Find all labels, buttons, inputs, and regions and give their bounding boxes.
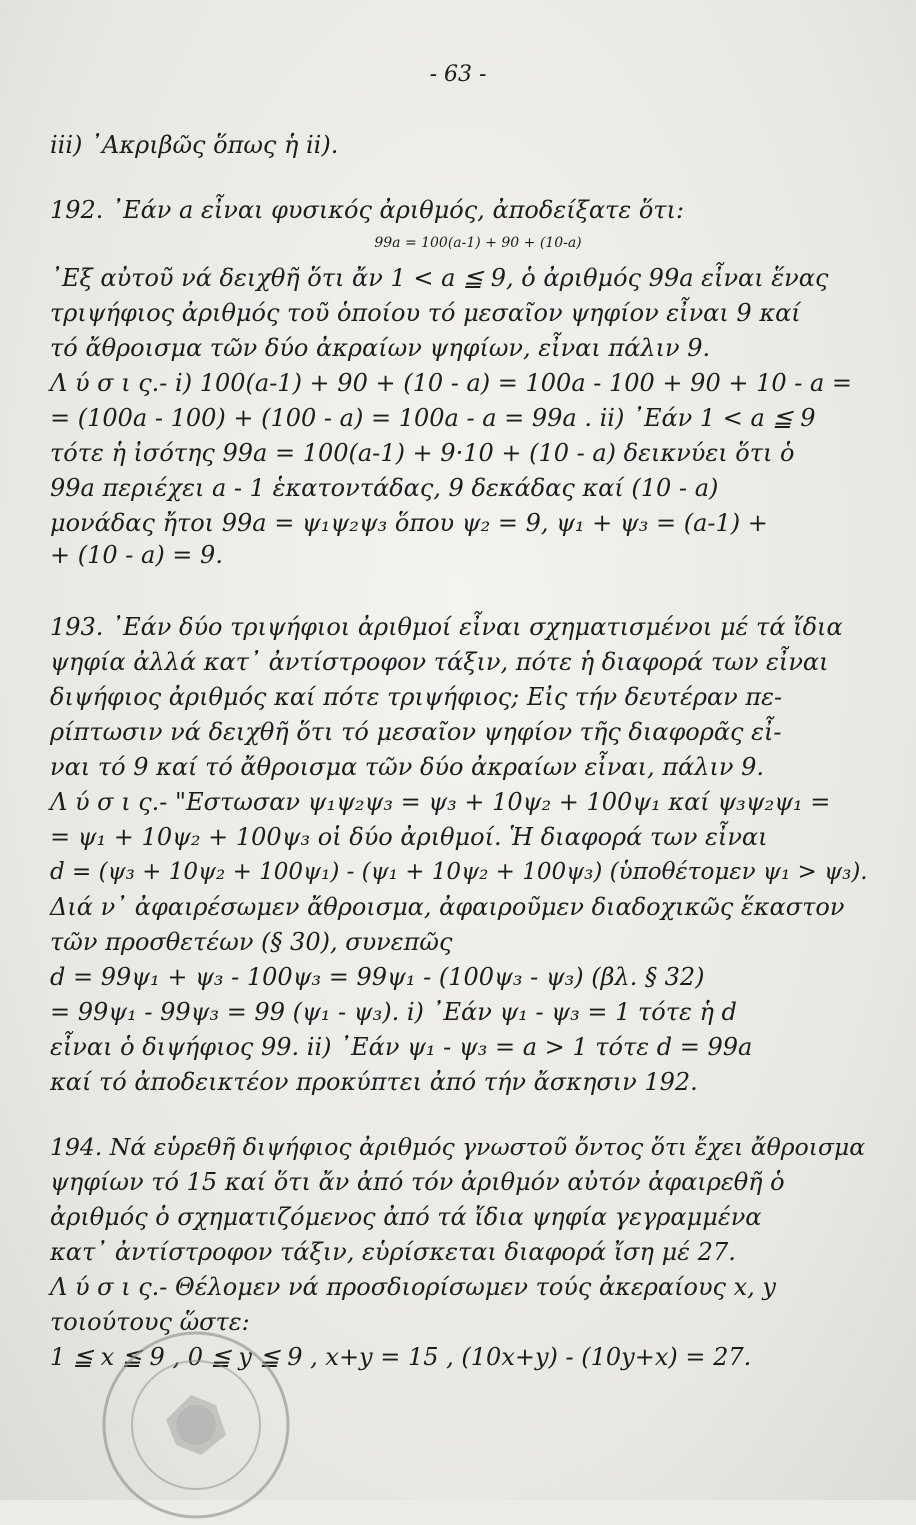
formula-line: 99a = 100(a-1) + 90 + (10-a) [374, 235, 582, 251]
text-line: ψηφία ἀλλά κατ᾿ ἀντίστροφον τάξιν, πότε ἡ διαφορά των εἶναι [50, 648, 829, 676]
text-line: ἀριθμός ὁ σχηματιζόμενος ἀπό τά ἴδια ψηφία γεγραμμένα [50, 1203, 762, 1231]
solution-line: Λ ύ σ ι ς.- Θέλομεν νά προσδιορίσωμεν τούς ἀκεραίους x, y [50, 1273, 776, 1301]
exercise-192-heading: 192. ᾿Εάν a εἶναι φυσικός ἀριθμός, ἀποδείξατε ὅτι: [50, 196, 685, 224]
text-line: τριψήφιος ἀριθμός τοῦ ὁποίου τό μεσαῖον ψηφίον εἶναι 9 καί [50, 299, 801, 327]
text-line: ψηφίων τό 15 καί ὅτι ἄν ἀπό τόν ἀριθμόν αὐτόν ἀφαιρεθῆ ὁ [50, 1168, 785, 1196]
text-line: τό ἄθροισμα τῶν δύο ἀκραίων ψηφίων, εἶναι πάλιν 9. [50, 334, 711, 362]
text-line: d = 99ψ₁ + ψ₃ - 100ψ₃ = 99ψ₁ - (100ψ₃ - ψ₃) (βλ. § 32) [50, 963, 705, 991]
text-line: ναι τό 9 καί τό ἄθροισμα τῶν δύο ἀκραίων εἶναι, πάλιν 9. [50, 753, 764, 781]
exercise-194-heading: 194. Νά εὑρεθῆ διψήφιος ἀριθμός γνωστοῦ ὄντος ὅτι ἔχει ἄθροισμα [50, 1133, 866, 1161]
text-line: ᾿Εξ αὐτοῦ νά δειχθῆ ὅτι ἄν 1 < a ≦ 9, ὁ ἀριθμός 99a εἶναι ἕνας [50, 264, 829, 292]
text-line: 99a περιέχει a - 1 ἑκατοντάδας, 9 δεκάδας καί (10 - a) [50, 474, 719, 502]
text-line: τοιούτους ὥστε: [50, 1308, 250, 1336]
solution-line: Λ ύ σ ι ς.- "Εστωσαν ψ₁ψ₂ψ₃ = ψ₃ + 10ψ₂ + 100ψ₁ καί ψ₃ψ₂ψ₁ = [50, 788, 831, 816]
text-line: d = (ψ₃ + 10ψ₂ + 100ψ₁) - (ψ₁ + 10ψ₂ + 100ψ₃) (ὑποθέτομεν ψ₁ > ψ₃). [50, 859, 868, 885]
text-line: iii) ᾿Ακριβῶς ὅπως ἡ ii). [50, 131, 339, 159]
exercise-193-heading: 193. ᾿Εάν δύο τριψήφιοι ἀριθμοί εἶναι σχηματισμένοι μέ τά ἴδια [50, 613, 843, 641]
text-line: 1 ≦ x ≦ 9 , 0 ≦ y ≦ 9 , x+y = 15 , (10x+y) - (10y+x) = 27. [50, 1343, 752, 1371]
text-line: τότε ἡ ἰσότης 99a = 100(a-1) + 9·10 + (10 - a) δεικνύει ὅτι ὁ [50, 439, 795, 467]
text-line: καί τό ἀποδεικτέον προκύπτει ἀπό τήν ἄσκησιν 192. [50, 1068, 698, 1096]
page-number: - 63 - [429, 62, 487, 87]
text-line: + (10 - a) = 9. [50, 541, 223, 569]
text-line: = 99ψ₁ - 99ψ₃ = 99 (ψ₁ - ψ₃). i) ᾿Εάν ψ₁ - ψ₃ = 1 τότε ἡ d [50, 998, 737, 1026]
text-line: = (100a - 100) + (100 - a) = 100a - a = 99a . ii) ᾿Εάν 1 < a ≦ 9 [50, 404, 816, 432]
text-line: μονάδας ἤτοι 99a = ψ₁ψ₂ψ₃ ὅπου ψ₂ = 9, ψ₁ + ψ₃ = (a-1) + [50, 509, 768, 537]
text-line: κατ᾿ ἀντίστροφον τάξιν, εὑρίσκεται διαφορά ἴση μέ 27. [50, 1238, 736, 1266]
text-line: διψήφιος ἀριθμός καί πότε τριψήφιος; Εἰς τήν δευτέραν πε- [50, 683, 783, 711]
solution-line: Λ ύ σ ι ς.- i) 100(a-1) + 90 + (10 - a) = 100a - 100 + 90 + 10 - a = [50, 369, 853, 397]
text-line: εἶναι ὁ διψήφιος 99. ii) ᾿Εάν ψ₁ - ψ₃ = a > 1 τότε d = 99a [50, 1033, 753, 1061]
library-stamp-icon [96, 1325, 296, 1525]
text-line: = ψ₁ + 10ψ₂ + 100ψ₃ οἱ δύο ἀριθμοί. Ἡ διαφορά των εἶναι [50, 823, 768, 851]
text-line: ρίπτωσιν νά δειχθῆ ὅτι τό μεσαῖον ψηφίον τῆς διαφορᾶς εἶ- [50, 718, 782, 746]
text-line: τῶν προσθετέων (§ 30), συνεπῶς [50, 928, 453, 956]
text-line: Διά ν᾿ ἀφαιρέσωμεν ἄθροισμα, ἀφαιροῦμεν διαδοχικῶς ἕκαστον [50, 893, 845, 921]
